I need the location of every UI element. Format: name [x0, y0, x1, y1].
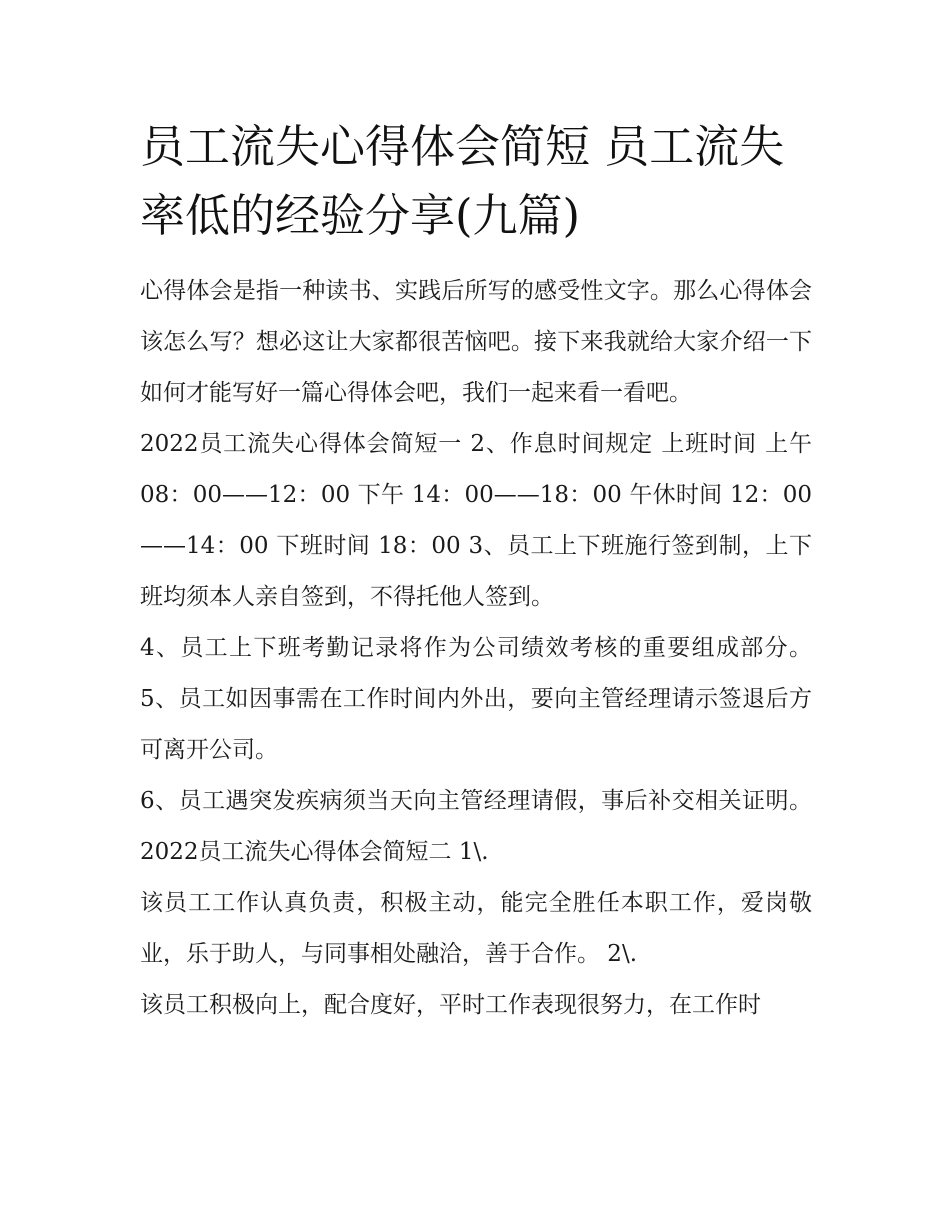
- paragraph-intro: 心得体会是指一种读书、实践后所写的感受性文字。那么心得体会该怎么写？想必这让大家都很苦恼吧。接下来我就给大家介绍一下如何才能写好一篇心得体会吧，我们一起来看一看吧。: [140, 278, 812, 406]
- document-body: [140, 266, 812, 1031]
- paragraph-evaluation-1: 该员工工作认真负责，积极主动，能完全胜任本职工作，爱岗敬业，乐于助人，与同事相处融洽，善于合作。 2\.: [140, 890, 812, 967]
- paragraph-attendance: 4、员工上下班考勤记录将作为公司绩效考核的重要组成部分。 5、员工如因事需在工作时间内外出，要向主管经理请示签退后方可离开公司。: [140, 635, 812, 763]
- paragraph-sick-leave: 6、员工遇突发疾病须当天向主管经理请假，事后补交相关证明。 2022员工流失心得体会简短二 1\.: [140, 788, 812, 865]
- paragraph-evaluation-2: 该员工积极向上，配合度好，平时工作表现很努力，在工作时: [140, 992, 761, 1018]
- document-title: 员工流失心得体会简短 员工流失率低的经验分享(九篇): [140, 120, 785, 242]
- document-content: [140, 112, 812, 1031]
- paragraph-work-hours: 2022员工流失心得体会简短一 2、作息时间规定 上班时间 上午 08：00——12：00 下午 14：00——18：00 午休时间 12：00——14：00 下班时间 18：00 3、员工上下班施行签到制，上下班均须本人亲自签到，不得托他人签到。: [140, 431, 812, 610]
